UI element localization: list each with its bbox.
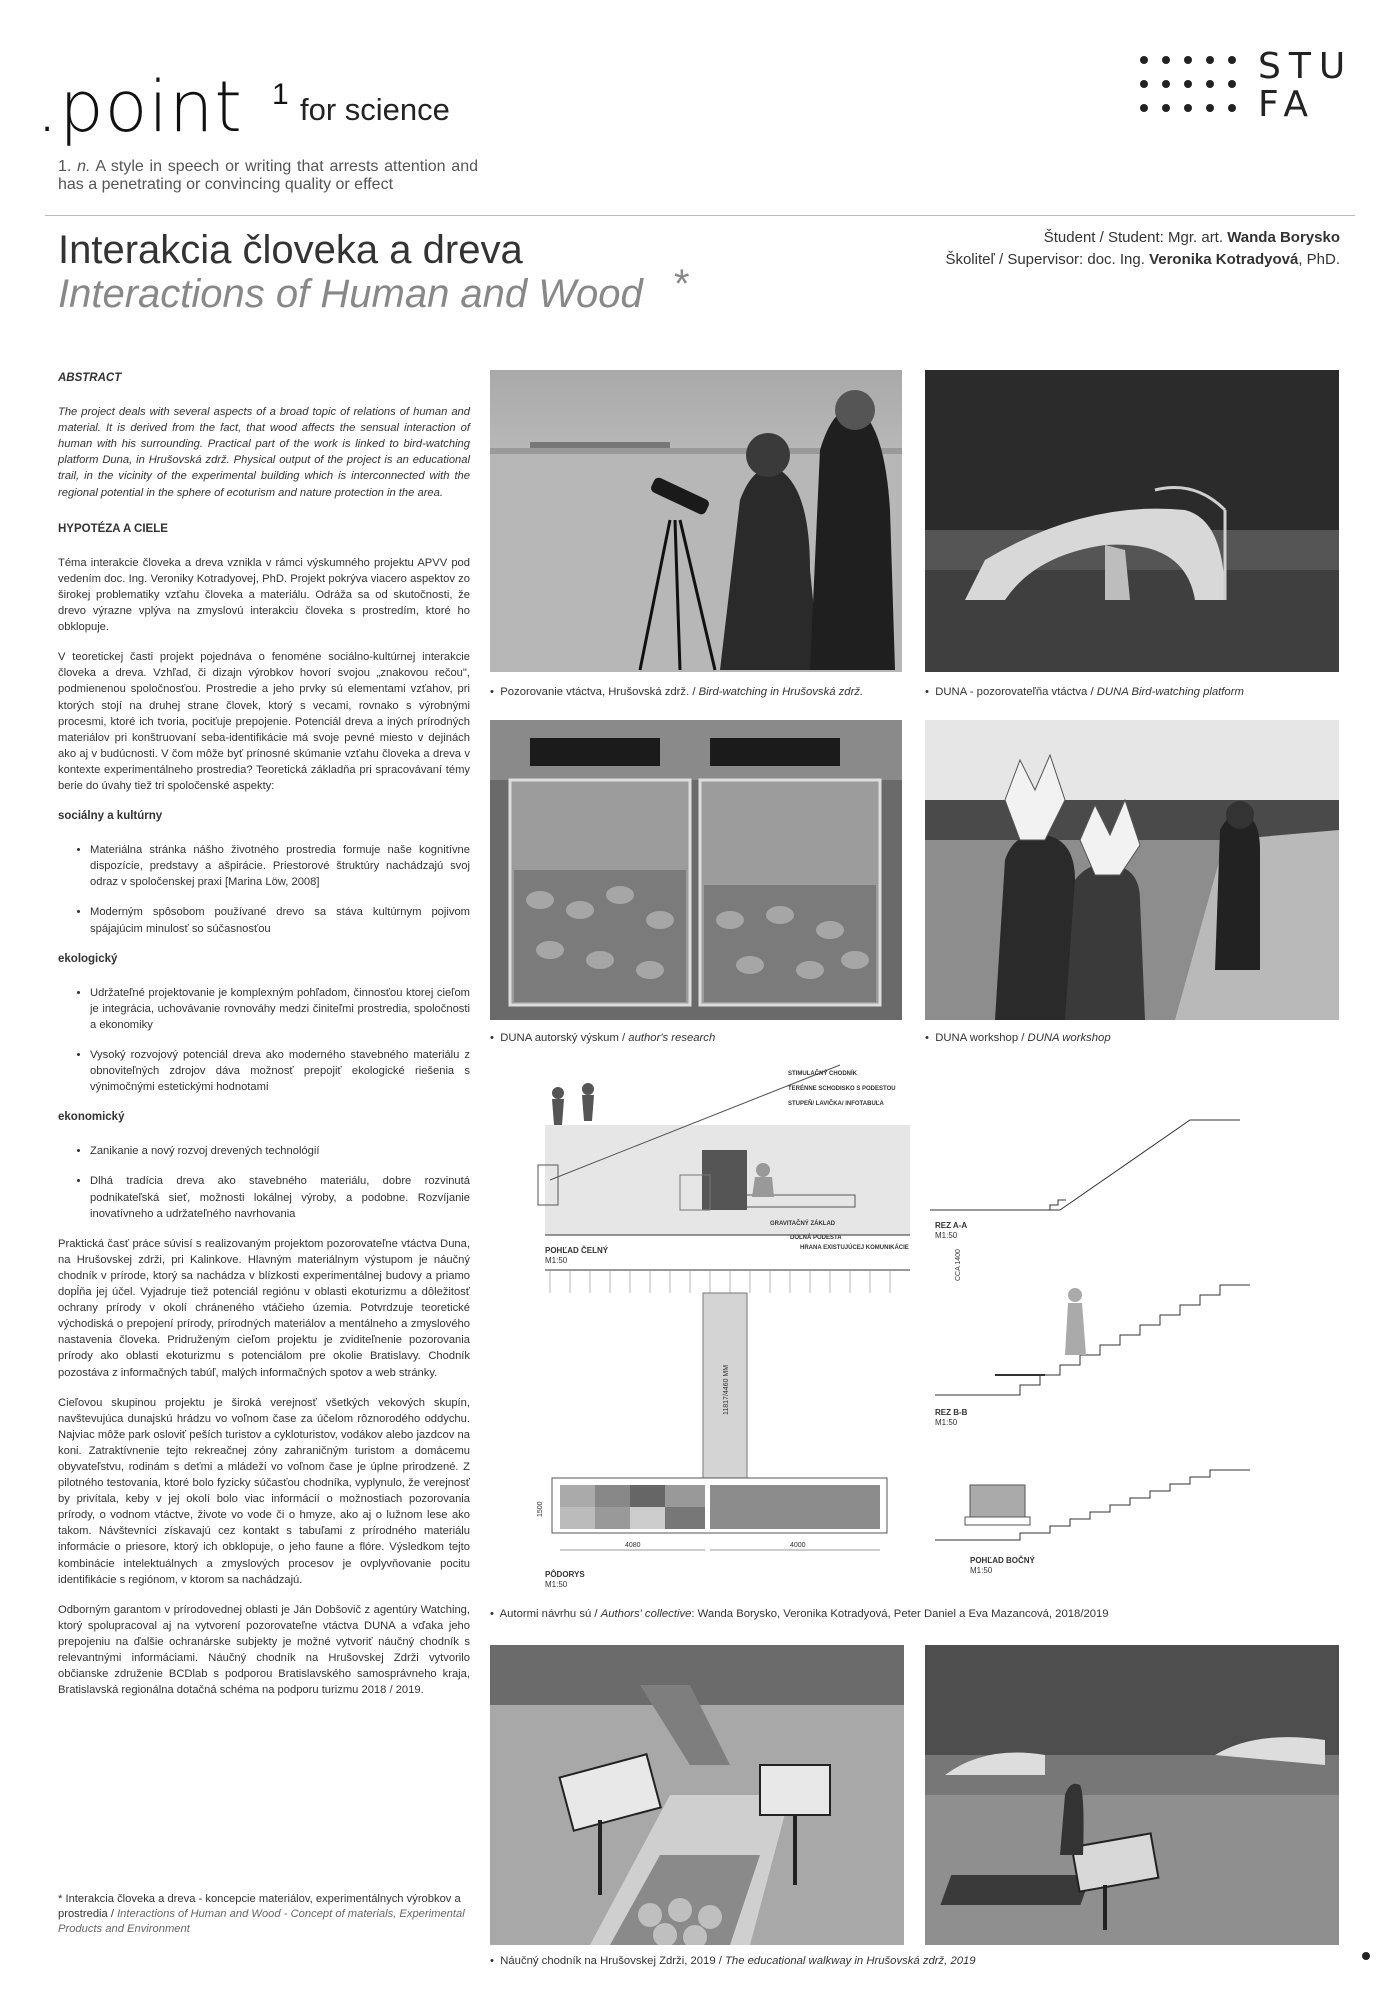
label-gravity-base: GRAVITAČNÝ ZÁKLAD bbox=[770, 1221, 836, 1227]
brand-superscript: 1 bbox=[272, 78, 289, 111]
list-item: • Materiálna stránka nášho životného prostredia formuje naše kognitívne dispozície, predstavy a ašpirácie. Priestorové štruktúry nachádzajú svoj odraz v spoločenskej praxi [Marina Löw, 2008] bbox=[90, 842, 470, 890]
hypothesis-heading: HYPOTÉZA A CIELE bbox=[58, 522, 168, 535]
photo-walkway-2 bbox=[925, 1645, 1339, 1945]
dim-1500: 1500 bbox=[537, 1501, 544, 1517]
aspect-heading-social: sociálny a kultúrny bbox=[58, 810, 163, 823]
photo-duna-workshop bbox=[925, 720, 1339, 1020]
label-lower-landing: DOLNÁ PODESTA bbox=[790, 1235, 842, 1241]
caption-author-research: • DUNA autorský výskum / author's research bbox=[490, 1032, 716, 1044]
label-cca: CCA 1400 bbox=[955, 1249, 962, 1281]
label-front-view: POHĽAD ČELNÝ bbox=[545, 1246, 609, 1255]
caption-bird-watching: • Pozorovanie vtáctva, Hrušovská zdrž. / Bird-watching in Hrušovská zdrž. bbox=[490, 686, 864, 698]
photo-author-research bbox=[490, 720, 902, 1020]
supervisor-credit: Školiteľ / Supervisor: doc. Ing. Veronika Kotradyová, PhD. bbox=[945, 251, 1340, 268]
paragraph: Téma interakcie človeka a dreva vznikla v rámci výskumného projektu APVV pod vedením doc. Ing. Veroniky Kotradyovej, PhD. Projekt pokrýva viacero aspektov zo širokej problematiky vzťahu človeka a materiálu. Odráža sa od skutočnosti, že drevo výrazne vplýva na zmyslovú interakciu človeka s prostredím, ktoré ho obklopuje. bbox=[58, 556, 470, 634]
logo-fa-text: FA bbox=[1258, 84, 1317, 125]
label-front-scale: M1:50 bbox=[545, 1256, 568, 1265]
caption-walkway: • Náučný chodník na Hrušovskej Zdrži, 2019 / The educational walkway in Hrušovská zdrž, 2019 bbox=[490, 1955, 976, 1967]
label-length: 11817/4460 MM bbox=[723, 1364, 730, 1415]
label-terrain-stairs: TERÉNNE SCHODISKO S PODESTOU bbox=[788, 1086, 896, 1092]
label-stimulation-path: STIMULAČNÝ CHODNÍK bbox=[788, 1071, 857, 1077]
aspect-heading-economic: ekonomický bbox=[58, 1111, 125, 1124]
paragraph: Odborným garantom v prírodovednej oblasti je Ján Dobšovič z agentúry Watching, ktorý spolupracoval aj na vytvorení pozorovateľne vtáctva DUNA a vďaka jeho prepojeniu na ďalšie ochranárske subjekty je možné vytvoriť náučný chodník s relevantnými informáciami. Náučný chodník na Hrušovskej Zdrži vytvorilo občianske združenie BCDlab s podporou Bratislavského samosprávneho kraja, Bratislavská regionálna dotačná schéma na podporu turizmu 2018 / 2019. bbox=[58, 1603, 470, 1697]
paragraph: Praktická časť práce súvisí s realizovaným projektom pozorovateľne vtáctva Duna, na Hrušovskej zdrži, pri Kalinkove. Hlavným materiálnym výstupom je náučný chodník v prírode, ktorý sa nachádza v blízkosti experimentálnej budovy a priamo dopĺňa jej účel. Vyjadruje tiež potenciál regiónu v oblasti ekoturizmu a dôležitosť ochrany prírody v okolí chráneného vtáčieho územia. Potvrdzuje teoretické východiská o prepojení prírody, prírodných materiálov a mentálneho a zmyslového nastavenia človeka. Pridruženým cieľom projektu je zviditeľnenie pozorovania prírody ako oblasti ekoturizmu s potenciálom pre okolie Bratislavy. Chodník pozostáva z informačných tabúľ, malých informačných spotov a web stránky. bbox=[58, 1237, 470, 1379]
paragraph: Cieľovou skupinou projektu je široká verejnosť všetkých vekových skupín, navštevujúca dunajskú hrádzu vo voľnom čase za účelom rôznorodého oddychu. Najviac môže park osloviť peších turistov a cykloturistov, vodákov alebo jazdcov na koni. Zatraktívnenie tejto rekreačnej zóny zahraničným turistom a domácemu obyvateľstvu, rodinám s deťmi a mládeži vo voľnom čase je úplne prirodzené. Z pilotného testovania, ktoré bolo fyzicky súčasťou chodníka, vyplynulo, že verejnosť by privítala, keby v jej okolí bolo viac informácií o možnostiach pozorovania prírody, o vodnom vtáctve, živote vo vode či o hmyze, ako aj o lužnom lese ako takom. Návštevníci získavajú cez kontakt s tabuľami z prírodného materiálu informácie o priesore, ktorý ich obklopuje, o jeho faune a flóre. Výsledkom tejto kombinácie intelektuálnych a zmyslových procesov je ovplyvňovanie pocitu identifikácie s regiónom, v ktorom sa nachádzajú. bbox=[58, 1396, 470, 1586]
caption-duna-workshop: • DUNA workshop / DUNA workshop bbox=[925, 1032, 1111, 1044]
aspect-heading-ecological: ekologický bbox=[58, 952, 118, 965]
body-text-column bbox=[58, 370, 470, 1712]
credits bbox=[945, 227, 1340, 271]
caption-duna-platform: • DUNA - pozorovateľňa vtáctva / DUNA Bird-watching platform bbox=[925, 686, 1244, 698]
dim-4080: 4080 bbox=[625, 1542, 641, 1549]
label-section-a-scale: M1:50 bbox=[935, 1231, 958, 1240]
ecological-list bbox=[58, 985, 470, 1096]
paragraph: V teoretickej časti projekt pojednáva o fenoméne sociálno-kultúrnej interakcie človeka a dreva. Vzhľad, či dizajn výrobkov hovorí svojou „znakovou rečou", podmienenou spoločnosťou. Prostredie a jeho prvky sú elementami vzťahov, pri ktorých stojí na druhej strane človek, ktorý s vecami, rovnako s výrobnými procesmi, ktoré ich tvoria, pociťuje prepojenie. Potenciál dreva a iných prírodných materiálov pri konštruovaní seba-identifikácie má svoje pevné miesto v dejinách ako aj v budúcnosti. V čom môže byť prínosné skúmanie vzťahu človeka a dreva v kontexte experimentálneho prostredia? Teoretická základňa pri spracovávaní témy berie do úvahy tiež tri spoločenské aspekty: bbox=[58, 651, 470, 792]
dim-4000: 4000 bbox=[790, 1542, 806, 1549]
header-divider bbox=[45, 215, 1355, 216]
caption-authors: • Autormi návrhu sú / Authors' collective: Wanda Borysko, Veronika Kotradyová, Peter Daniel a Eva Mazancová, 2018/2019 bbox=[490, 1608, 1109, 1620]
stu-fa-logo bbox=[1140, 46, 1354, 125]
economic-list bbox=[58, 1143, 470, 1221]
label-section-b-scale: M1:50 bbox=[935, 1418, 958, 1427]
list-item: • Vysoký rozvojový potenciál dreva ako moderného stavebného materiálu z obnoviteľných zdrojov dáva možnosť prepojiť ekologické riešenia s výnimočnými estetickými hodnotami bbox=[90, 1047, 470, 1095]
brand-definition: 1. n. A style in speech or writing that arrests attention and has a penetrating or convincing quality or effect bbox=[58, 158, 478, 193]
list-item: • Zanikanie a nový rozvoj drevených technológií bbox=[90, 1143, 470, 1159]
photo-walkway-1 bbox=[490, 1645, 904, 1945]
list-item: • Moderným spôsobom používané drevo sa stáva kultúrnym pojivom spájajúcim minulosť so súčasnosťou bbox=[90, 904, 470, 936]
label-section-b: REZ B-B bbox=[935, 1408, 968, 1417]
student-credit: Študent / Student: Mgr. art. Wanda Borysko bbox=[1043, 229, 1340, 246]
title-english: Interactions of Human and Wood bbox=[58, 272, 643, 316]
label-step-bench: STUPEŇ/ LAVIČKA/ INFOTABUĽA bbox=[788, 1101, 884, 1107]
footnote: * Interakcia človeka a dreva - koncepcie materiálov, experimentálnych výrobkov a prostredia / Interactions of Human and Wood - Concept of materials, Experimental Products and Environment bbox=[58, 1893, 465, 1935]
abstract-text: The project deals with several aspects of a broad topic of relations of human and material. It is derived from the fact, that wood affects the sensual interaction of human with his surrounding. Practical part of the work is linked to bird-watching platform Duna, in Hrušovská zdrž. Physical output of the project is an educational trail, in the vicinity of the experimental building which is interconnected with the regional potential in the sphere of ecoturism and nature protection in the area. bbox=[58, 406, 470, 499]
title-slovak: Interakcia človeka a dreva bbox=[58, 228, 523, 272]
label-plan-scale: M1:50 bbox=[545, 1580, 568, 1589]
label-section-a: REZ A-A bbox=[935, 1221, 968, 1230]
photo-bird-watching bbox=[490, 370, 902, 672]
list-item: • Udržateľné projektovanie je komplexným pohľadom, činnosťou ktorej cieľom je integrácia, uchovávanie rovnováhy medzi činiteľmi prostredia, spoločnosti a ekonomiky bbox=[90, 985, 470, 1033]
label-side-view: POHĽAD BOČNÝ bbox=[970, 1556, 1035, 1565]
brand-title: .point bbox=[36, 66, 243, 148]
page-marker-dot bbox=[1362, 1952, 1370, 1960]
label-side-scale: M1:50 bbox=[970, 1566, 993, 1575]
logo-stu-text: STU bbox=[1258, 46, 1354, 87]
label-road-edge: HRANA EXISTUJÚCEJ KOMUNIKÁCIE bbox=[800, 1245, 909, 1251]
brand-subtitle: for science bbox=[300, 92, 450, 127]
label-plan: PÔDORYS bbox=[545, 1570, 585, 1579]
social-list bbox=[58, 842, 470, 936]
title-asterisk: * bbox=[674, 262, 690, 306]
technical-drawing bbox=[490, 1055, 1340, 1600]
list-item: • Dlhá tradícia dreva ako stavebného materiálu, dobre rozvinutá podnikateľská sieť, možnosti lokálnej výroby, a podobne. Rozvíjanie inovatívneho a udržateľného navrhovania bbox=[90, 1173, 470, 1221]
abstract-heading: ABSTRACT bbox=[58, 372, 122, 384]
photo-duna-platform bbox=[925, 370, 1339, 672]
